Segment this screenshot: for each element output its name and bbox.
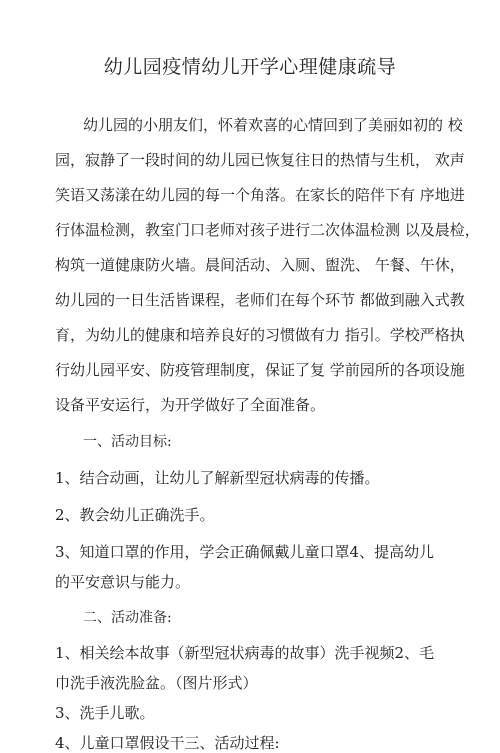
- goal-item-2: 2、教会幼儿正确洗手。: [55, 506, 215, 524]
- paragraph-line-5: 构筑一道健康防火墙。晨间活动、入厕、盥洗、 午餐、午休，: [55, 256, 465, 274]
- section-heading-goals: 一、活动目标:: [83, 434, 172, 450]
- paragraph-line-2: 园，寂静了一段时间的幼儿园已恢复往日的热情与生机， 欢声: [55, 151, 465, 169]
- paragraph-line-8: 行幼儿园平安、防疫管理制度，保证了复 学前园所的各项设施: [55, 361, 465, 379]
- paragraph-line-9: 设备平安运行，为开学做好了全面准备。: [55, 396, 326, 414]
- prep-item-4: 4、儿童口罩假设干三、活动过程:: [55, 734, 280, 752]
- document-title: 幼儿园疫情幼儿开学心理健康疏导: [103, 56, 397, 78]
- paragraph-line-1: 幼儿园的小朋友们，怀着欢喜的心情回到了美丽如初的 校: [83, 116, 463, 134]
- prep-item-1-continued: 巾洗手液洗脸盆。（图片形式）: [55, 674, 258, 692]
- paragraph-line-3: 笑语又荡漾在幼儿园的每一个角落。在家长的陪伴下有 序地进: [55, 186, 465, 204]
- section-heading-preparation: 二、活动准备:: [83, 610, 172, 626]
- prep-item-1: 1、相关绘本故事（新型冠状病毒的故事）洗手视频2、毛: [55, 644, 435, 662]
- goal-item-3-continued: 的平安意识与能力。: [55, 573, 191, 591]
- paragraph-line-6: 幼儿园的一日生活皆课程，老师们在每个环节 都做到融入式教: [55, 291, 465, 309]
- goal-item-3: 3、知道口罩的作用，学会正确佩戴儿童口罩4、提高幼儿: [55, 543, 435, 561]
- goal-item-1: 1、结合动画，让幼儿了解新型冠状病毒的传播。: [55, 469, 380, 487]
- paragraph-line-4: 行体温检测，教室门口老师对孩子进行二次体温检测 以及晨检，: [55, 221, 480, 239]
- paragraph-line-7: 育，为幼儿的健康和培养良好的习惯做有力 指引。学校严格执: [55, 326, 465, 344]
- prep-item-3: 3、洗手儿歌。: [55, 704, 155, 722]
